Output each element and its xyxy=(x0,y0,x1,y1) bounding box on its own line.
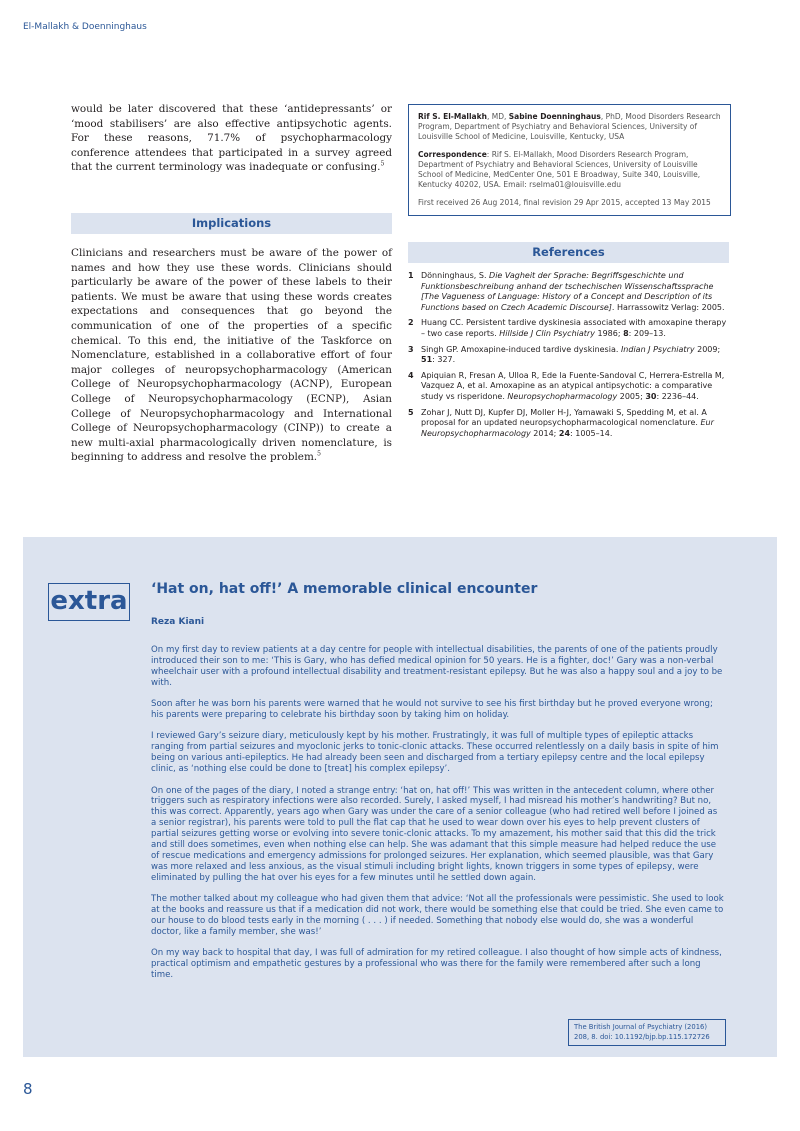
citation-journal: The British Journal of Psychiatry xyxy=(574,1023,683,1031)
author-affiliation: Rif S. El-Mallakh, MD, Sabine Doenninghaus, PhD, Mood Disorders Research Program, Department of Psychiatry and Behavioral Sciences, University of Louisville School of Medicine, Louisville, Kentucky, USA xyxy=(418,112,721,141)
extra-body xyxy=(151,645,725,992)
implications-heading: Implications xyxy=(71,213,392,234)
left-column xyxy=(71,102,392,465)
citation-superscript: 5 xyxy=(317,450,321,458)
extra-feature-panel xyxy=(23,537,777,1057)
extra-title: ‘Hat on, hat off!’ A memorable clinical encounter xyxy=(151,581,538,597)
extra-paragraph: On my way back to hospital that day, I was full of admiration for my retired colleague. I also thought of how simple acts of kindness, practical optimism and empathetic gestures by a professional who was there for the family were remembered after such a long time. xyxy=(151,948,722,981)
extra-paragraph: I reviewed Gary’s seizure diary, meticulously kept by his mother. Frustratingly, it was full of multiple types of epileptic attacks ranging from partial seizures and myoclonic jerks to tonic-clonic attacks. These occurred relentlessly on a daily basis in spite of him being on various anti-epileptics. He had already been seen and discharged from a tertiary epilepsy centre and the local epilepsy clinic, as ‘nothing else could be done to [treat] his complex epilepsy’. xyxy=(151,731,719,775)
references-section xyxy=(408,242,729,444)
reference-item: 1 Dönninghaus, S. Die Vagheit der Sprache: Begriffsgeschichte und Funktionsbeschreibung anhand der tschechischen Wissenschaftssprache [The Vagueness of Language: History of a Concept and Description of its Functions based on Czech Academic Discourse]. Harrassowitz Verlag: 2005. xyxy=(408,271,725,312)
affiliation-box xyxy=(408,104,731,216)
reference-item: 2 Huang CC. Persistent tardive dyskinesia associated with amoxapine therapy – two case reports. Hillside J Clin Psychiatry 1986; 8: 209–13. xyxy=(408,318,727,338)
citation-box xyxy=(568,1019,726,1046)
body-paragraph: Clinicians and researchers must be aware of the power of names and how they use these words. Clinicians should particularly be aware of the power of these labels to their patients. We must be aware that using these words creates expectations and consequences that go beyond the communication of one of the properties of a specific chemical. To this end, the initiative of the Taskforce on Nomenclature, established in a collaborative effort of four major colleges of neuropsychopharmacology (American College of Neuropsychopharmacology (ACNP), European College of Neuropsychopharmacology (ECNP), Asian College of Neuropsychopharmacology and International College of Neuropsychopharmacology (CINP)) to create a new multi-axial pharmacologically driven nomenclature, is beginning to address and resolve the problem.$^5$ xyxy=(71,246,392,464)
extra-paragraph: On my first day to review patients at a day centre for people with intellectual disabilities, the parents of one of the patients proudly introduced their son to me: ‘This is Gary, who has defied medical opinion for 50 years. He is a fighter, doc!’ Gary was a non-verbal wheelchair user with a profound intellectual disability and treatment-resistant epilepsy. But he was also a happy soul and a joy to be with. xyxy=(151,645,723,688)
page-number: 8 xyxy=(23,1080,33,1098)
extra-paragraph: On one of the pages of the diary, I noted a strange entry: ‘hat on, hat off!’ This was written in the antecedent column, where other triggers such as respiratory infections were also recorded. Surely, I asked myself, I had misread his mother’s handwriting? But no, this was correct. Apparently, years ago when Gary was under the care of a senior colleague (who had retired well before I joined as a senior registrar), his parents were told to pull the flat cap that he used to wear down over his eyes to help prevent clusters of partial seizures getting worse or evolving into severe tonic-clonic attacks. To my amazement, his mother said that this did the trick and still does sometimes, even when nothing else can help. She was adamant that this simple measure had helped reduce the use of rescue medications and emergency admissions for prolonged seizures. Her explanation, which seemed plausible, was that Gary was more relaxed and less anxious, as the visual stimuli including bright lights, known triggers in some types of epilepsy, were eliminated by pulling the hat over his eyes for a few minutes until he settled down again. xyxy=(151,785,718,883)
reference-item: 5 Zohar J, Nutt DJ, Kupfer DJ, Moller H-J, Yamawaki S, Spedding M, et al. A proposal for an updated neuropsychopharmacological nomenclature. Eur Neuropsychopharmacology 2014; 24: 1005–14. xyxy=(408,407,714,438)
reference-item: 3 Singh GP. Amoxapine-induced tardive dyskinesia. Indian J Psychiatry 2009; 51: 327. xyxy=(408,344,721,365)
citation-superscript: 5 xyxy=(380,160,385,168)
extra-logo: extra xyxy=(48,583,130,621)
received-dates: First received 26 Aug 2014, final revision 29 Apr 2015, accepted 13 May 2015 xyxy=(418,198,711,207)
citation-year: (2016) xyxy=(684,1023,707,1031)
extra-paragraph: The mother talked about my colleague who had given them that advice: ‘Not all the professionals were pessimistic. She used to look at the books and reassure us that if a medication did not work, there would be something else that could be tried. She even came to our house to do blood tests early in the morning ( . . . ) if needed. Something that nobody else would do, she was a wonderful doctor, like a family member, she was!’ xyxy=(151,894,724,937)
correspondence: Correspondence: Rif S. El-Mallakh, Mood Disorders Research Program, Department of Psychiatry and Behavioral Sciences, University of Louisville School of Medicine, MedCenter One, 501 E Broadway, Suite 340, Louisville, Kentucky 40202, USA. Email: rselma01@louisville.edu xyxy=(418,150,701,189)
body-paragraph: would be later discovered that these ‘antidepressants’ or ‘mood stabilisers’ are also effective antipsychotic agents. For these reasons, 71.7% of psychopharmacology conference attendees that participated in a survey agreed that the current terminology was inadequate or confusing.$^5$ xyxy=(71,103,392,174)
extra-author: Reza Kiani xyxy=(151,617,205,627)
reference-list xyxy=(408,271,729,439)
references-heading: References xyxy=(408,242,729,263)
citation-detail: 208, 8. doi: 10.1192/bjp.bp.115.172726 xyxy=(574,1032,710,1041)
reference-item: 4 Apiquian R, Fresan A, Ulloa R, Ede la Fuente-Sandoval C, Herrera-Estrella M, Vazquez A, et al. Amoxapine as an atypical antipsychotic: a comparative study vs risperidone. Neuropsychopharmacology 2005; 30: 2236–44. xyxy=(408,370,725,401)
running-head: El-Mallakh & Doenninghaus xyxy=(23,22,147,32)
extra-paragraph: Soon after he was born his parents were warned that he would not survive to see his first birthday but he proved everyone wrong; his parents were preparing to celebrate his birthday soon by taking him on holiday. xyxy=(151,699,713,721)
